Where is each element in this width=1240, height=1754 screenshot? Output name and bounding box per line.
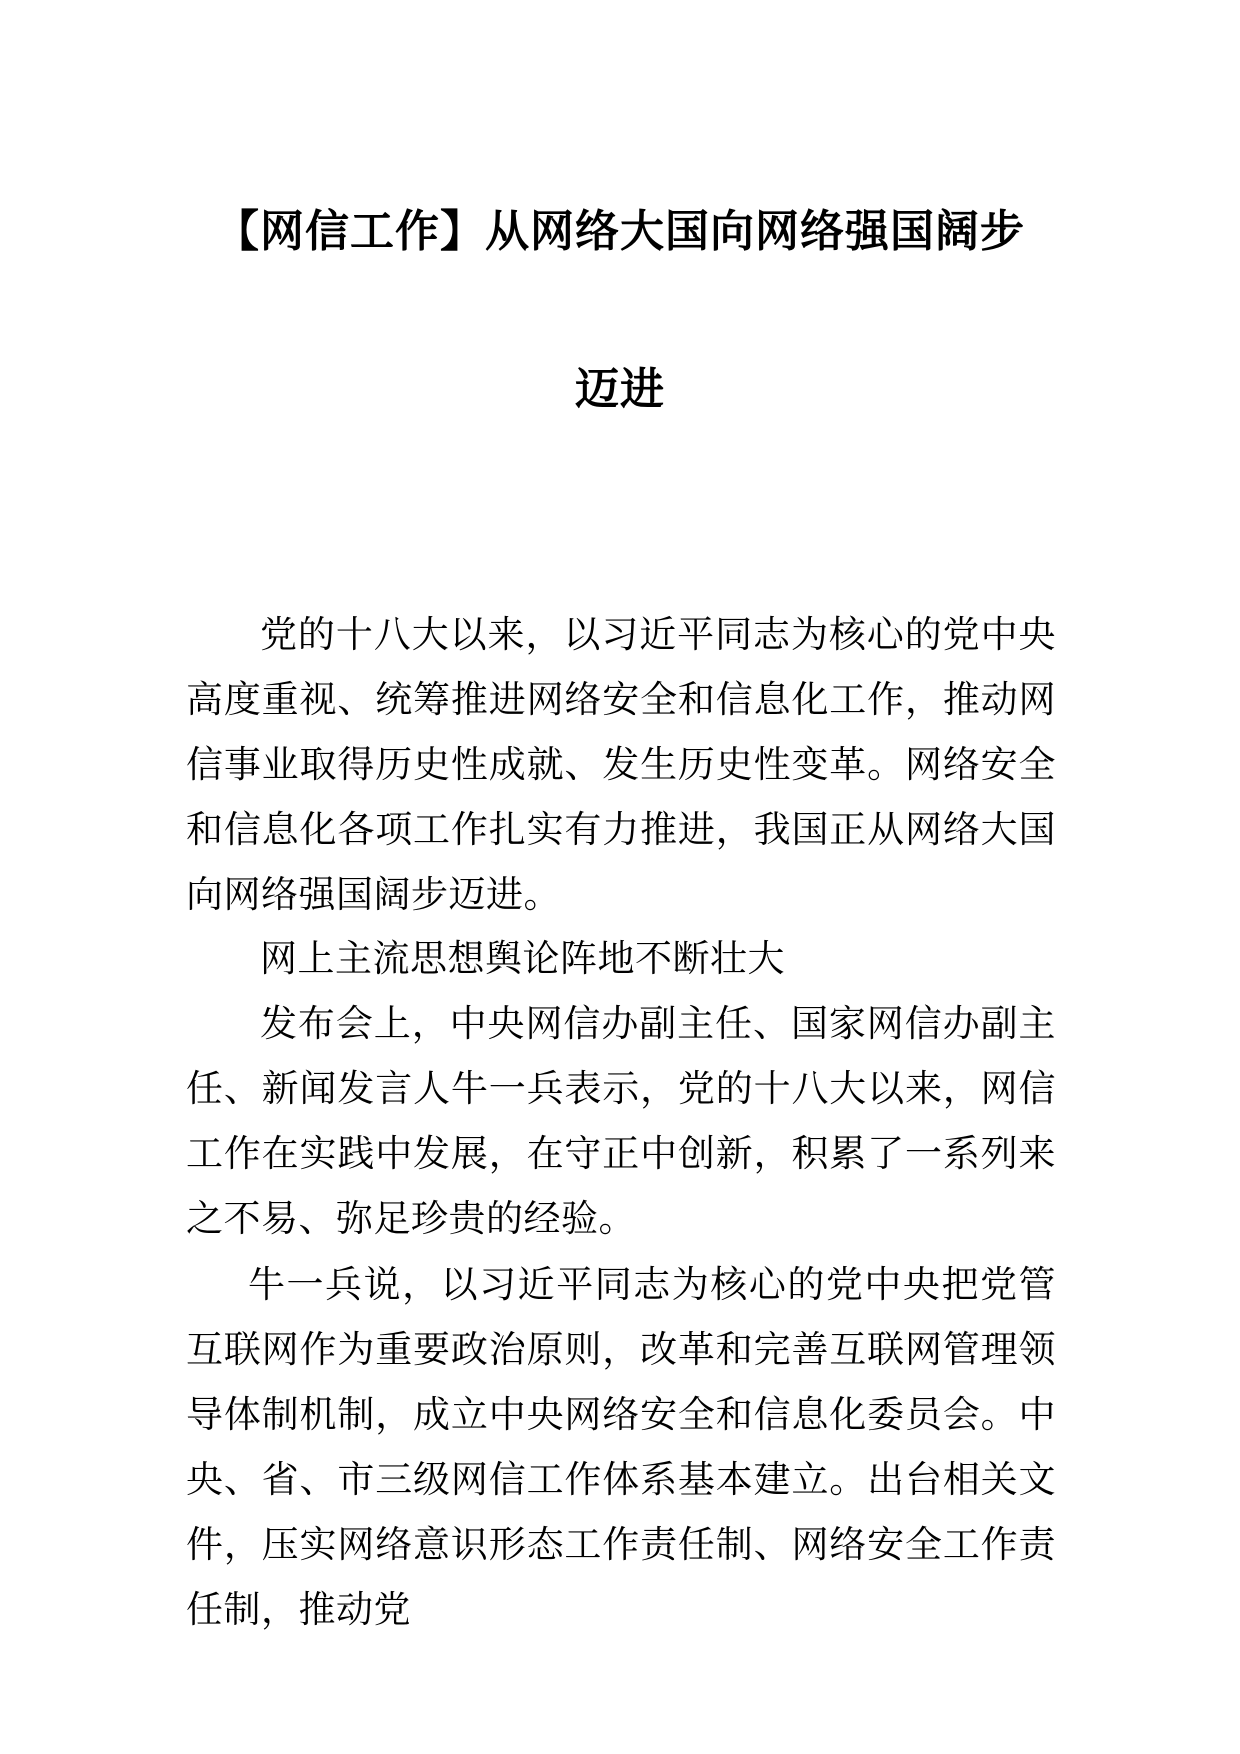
section-heading: 网上主流思想舆论阵地不断壮大 xyxy=(260,937,785,980)
paragraph-niu-yibing: 牛一兵说，以习近平同志为核心的党中央把党管互联网作为重要政治原则，改革和完善互联网管理领导体制机制，成立中央网络安全和信息化委员会。中央、省、市三级网信工作体系基本建立。出台相关文件，压实网络意识形态工作责任制、网络安全工作责任制，推动党 xyxy=(186,1263,1056,1631)
section-heading-block xyxy=(186,926,1056,991)
document-title-line-2: 迈进 xyxy=(575,364,665,415)
document-title-line-1: 【网信工作】从网络大国向网络强国阔步 xyxy=(215,206,1025,257)
paragraph-press-conference: 发布会上，中央网信办副主任、国家网信办副主任、新闻发言人牛一兵表示，党的十八大以来，网信工作在实践中发展，在守正中创新，积累了一系列来之不易、弥足珍贵的经验。 xyxy=(186,1002,1056,1240)
paragraph-intro-block xyxy=(186,602,1056,927)
paragraph-intro: 党的十八大以来，以习近平同志为核心的党中央高度重视、统筹推进网络安全和信息化工作，推动网信事业取得历史性成就、发生历史性变革。网络安全和信息化各项工作扎实有力推进，我国正从网络大国向网络强国阔步迈进。 xyxy=(186,613,1056,916)
paragraph-press-conference-block xyxy=(186,991,1056,1251)
paragraph-niu-yibing-block xyxy=(186,1252,1056,1642)
